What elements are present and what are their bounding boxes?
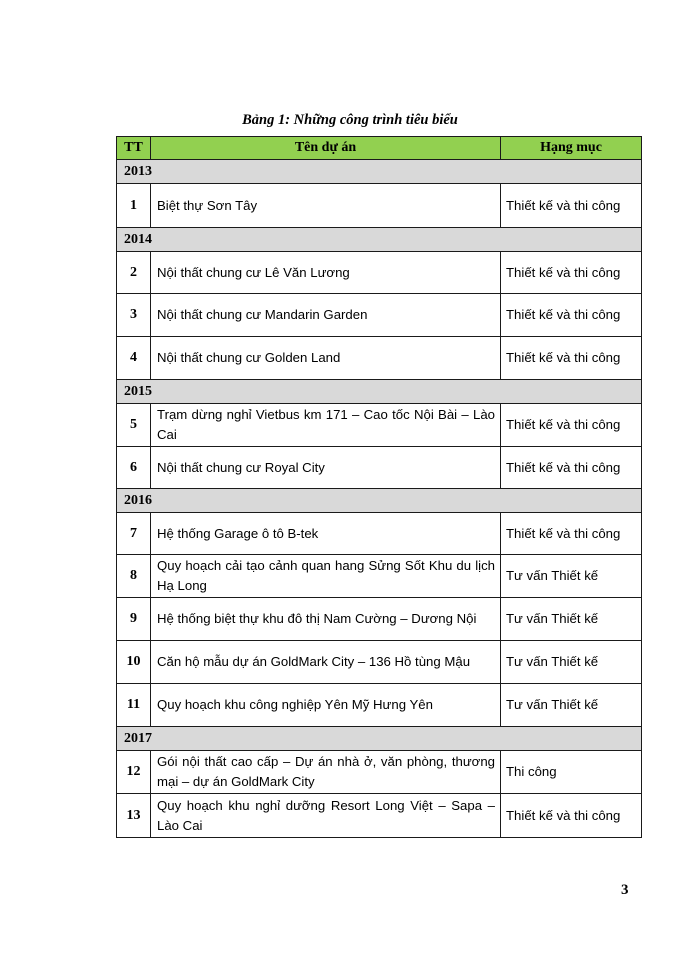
table-row [117, 555, 642, 598]
header-tt: TT [117, 137, 151, 160]
year-row-2017 [117, 727, 642, 751]
row-tt: 7 [117, 513, 151, 555]
row-category: Thiết kế và thi công [501, 252, 642, 294]
row-project-name: Biệt thự Sơn Tây [151, 184, 501, 228]
year-row-2016 [117, 489, 642, 513]
table-row [117, 184, 642, 228]
year-row-2014 [117, 228, 642, 252]
row-tt: 9 [117, 598, 151, 641]
row-project-name: Trạm dừng nghỉ Vietbus km 171 – Cao tốc Nội Bài – Lào Cai [151, 404, 501, 447]
row-tt: 10 [117, 641, 151, 684]
page-number: 3 [621, 882, 629, 898]
row-project-name: Nội thất chung cư Mandarin Garden [151, 294, 501, 337]
table-row [117, 447, 642, 489]
table-row [117, 641, 642, 684]
row-tt: 11 [117, 684, 151, 727]
row-category: Tư vấn Thiết kế [501, 684, 642, 727]
row-project-name: Nội thất chung cư Lê Văn Lương [151, 252, 501, 294]
table-row [117, 294, 642, 337]
row-project-name: Nội thất chung cư Golden Land [151, 337, 501, 380]
table-row [117, 598, 642, 641]
row-project-name: Quy hoạch cải tạo cảnh quan hang Sửng Sốt Khu du lịch Hạ Long [151, 555, 501, 598]
row-category: Thiết kế và thi công [501, 337, 642, 380]
table-row [117, 404, 642, 447]
row-tt: 3 [117, 294, 151, 337]
table-caption: Bảng 1: Những công trình tiêu biểu [242, 112, 458, 128]
row-project-name: Gói nội thất cao cấp – Dự án nhà ở, văn phòng, thương mại – dự án GoldMark City [151, 751, 501, 794]
table-row [117, 751, 642, 794]
row-tt: 6 [117, 447, 151, 489]
row-tt: 5 [117, 404, 151, 447]
row-category: Tư vấn Thiết kế [501, 641, 642, 684]
table-row [117, 513, 642, 555]
row-tt: 12 [117, 751, 151, 794]
row-category: Thiết kế và thi công [501, 794, 642, 838]
table-row [117, 794, 642, 838]
row-project-name: Hệ thống biệt thự khu đô thị Nam Cường – Dương Nội [151, 598, 501, 641]
table-row [117, 252, 642, 294]
row-category: Thiết kế và thi công [501, 184, 642, 228]
year-label: 2015 [117, 380, 642, 404]
row-project-name: Hệ thống Garage ô tô B-tek [151, 513, 501, 555]
table-header-row [117, 137, 642, 160]
row-project-name: Quy hoạch khu công nghiệp Yên Mỹ Hưng Yên [151, 684, 501, 727]
row-tt: 13 [117, 794, 151, 838]
year-label: 2017 [117, 727, 642, 751]
row-project-name: Căn hộ mẫu dự án GoldMark City – 136 Hồ tùng Mậu [151, 641, 501, 684]
year-label: 2016 [117, 489, 642, 513]
year-row-2015 [117, 380, 642, 404]
row-category: Thiết kế và thi công [501, 447, 642, 489]
row-tt: 4 [117, 337, 151, 380]
header-project-name: Tên dự án [151, 137, 501, 160]
table-row [117, 337, 642, 380]
projects-table [116, 136, 642, 838]
header-category: Hạng mục [501, 137, 642, 160]
row-category: Thiết kế và thi công [501, 294, 642, 337]
row-project-name: Nội thất chung cư Royal City [151, 447, 501, 489]
row-category: Tư vấn Thiết kế [501, 555, 642, 598]
row-category: Thi công [501, 751, 642, 794]
table-row [117, 684, 642, 727]
row-project-name: Quy hoạch khu nghỉ dưỡng Resort Long Việt – Sapa – Lào Cai [151, 794, 501, 838]
row-tt: 2 [117, 252, 151, 294]
year-label: 2013 [117, 160, 642, 184]
year-row-2013 [117, 160, 642, 184]
row-category: Thiết kế và thi công [501, 404, 642, 447]
row-tt: 8 [117, 555, 151, 598]
row-tt: 1 [117, 184, 151, 228]
row-category: Tư vấn Thiết kế [501, 598, 642, 641]
year-label: 2014 [117, 228, 642, 252]
row-category: Thiết kế và thi công [501, 513, 642, 555]
